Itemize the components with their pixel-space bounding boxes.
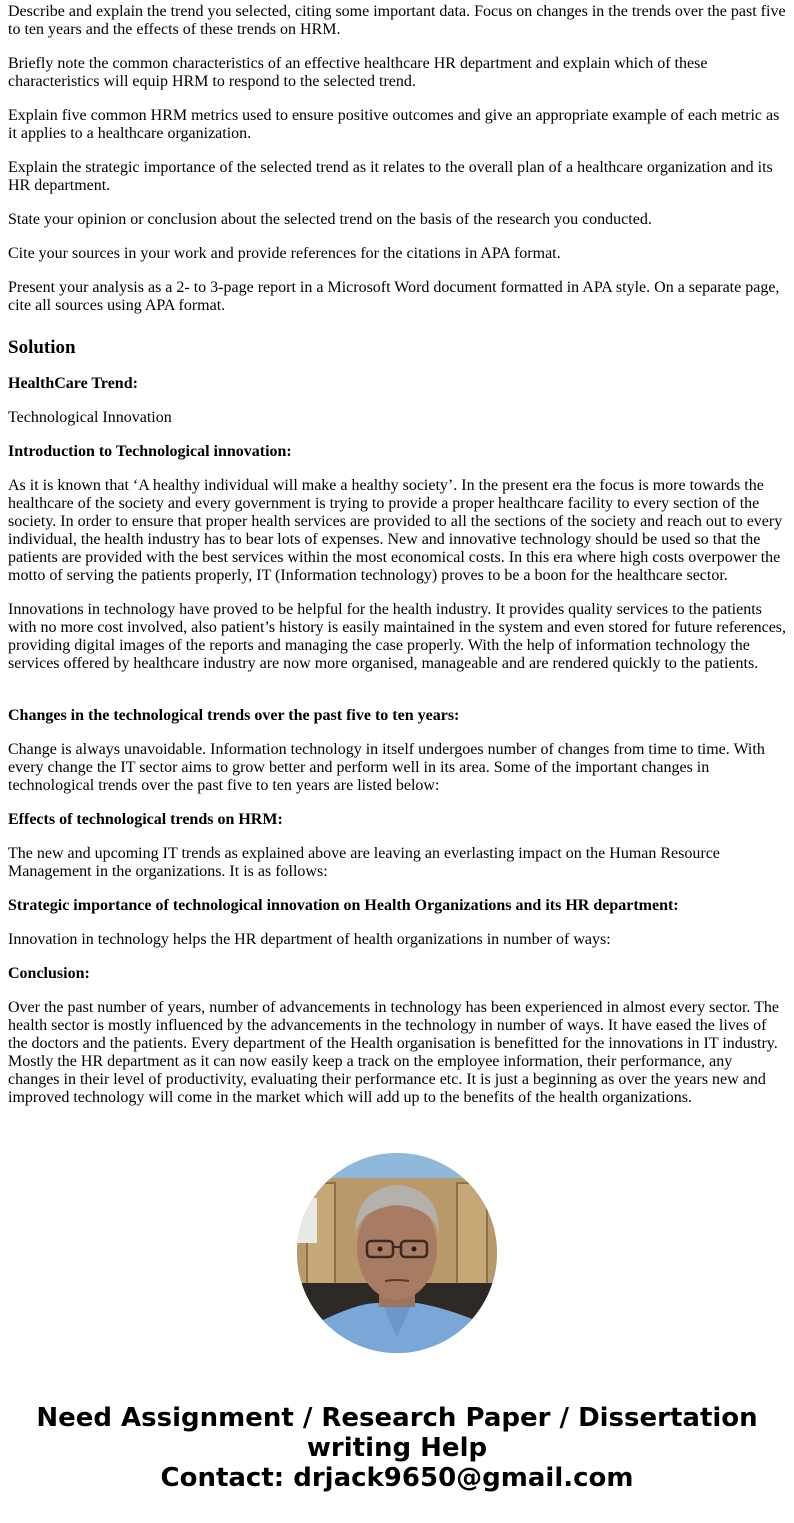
intro-paragraph-2: Innovations in technology have proved to be helpful for the health industry. It provides quality services to the patients with no more cost involved, also patient’s history is easily maintained in the system and even stored for future references, providing digital images of the reports and managing the case properly. With the help of information technology the services offered by healthcare industry are now more organised, manageable and are rendered quickly to the patients. [8, 601, 787, 672]
person-portrait-icon [297, 1153, 497, 1353]
banner-line-2: writing Help [306, 1433, 488, 1463]
question-6: Cite your sources in your work and provide references for the citations in APA format. [8, 245, 561, 262]
contact-email: Contact: drjack9650@gmail.com [160, 1463, 634, 1493]
trend-label: HealthCare Trend: [8, 375, 138, 392]
intro-paragraph-1: As it is known that ‘A healthy individual will make a healthy society’. In the present era the focus is more towards the healthcare of the society and every government is trying to provide a proper healthcare facility to every section of the society. In order to ensure that proper health services are provided to all the sections of the society and reach out to every individual, the health industry has to bear lots of expenses. New and innovative technology should be used so that the patients are provided with the best services within the most economical costs. In this era where high costs overpower the motto of serving the patients properly, IT (Information technology) proves to be a boon for the healthcare sector. [8, 477, 783, 584]
author-avatar [297, 1153, 497, 1353]
conclusion-text: Over the past number of years, number of advancements in technology has been experienced in almost every sector. The health sector is mostly influenced by the advancements in the technology in number of ways. It have eased the lives of the doctors and the patients. Every department of the Health organisation is benefitted for the innovations in IT industry. Mostly the HR department as it can now easily keep a track on the employee information, their performance, any changes in their level of productivity, evaluating their performance etc. It is just a beginning as over the years new and improved technology will come in the market which will add up to the benefits of the health organizations. [8, 999, 779, 1106]
strategic-heading: Strategic importance of technological innovation on Health Organizations and its HR department: [8, 897, 679, 914]
question-4: Explain the strategic importance of the selected trend as it relates to the overall plan of a healthcare organization and its HR department. [8, 159, 773, 194]
banner-line-1: Need Assignment / Research Paper / Dissertation [36, 1403, 758, 1433]
effects-heading: Effects of technological trends on HRM: [8, 811, 283, 828]
solution-heading: Solution [8, 337, 76, 358]
spacer [8, 689, 786, 707]
intro-heading: Introduction to Technological innovation: [8, 443, 292, 460]
effects-text: The new and upcoming IT trends as explained above are leaving an everlasting impact on the Human Resource Management in the organizations. It is as follows: [8, 845, 720, 880]
question-5: State your opinion or conclusion about the selected trend on the basis of the research you conducted. [8, 211, 652, 228]
avatar-photo [297, 1153, 497, 1353]
changes-text: Change is always unavoidable. Information technology in itself undergoes number of changes from time to time. With every change the IT sector aims to grow better and perform well in its area. Some of the important changes in technological trends over the past five to ten years are listed below: [8, 741, 765, 794]
question-7: Present your analysis as a 2- to 3-page report in a Microsoft Word document formatted in APA style. On a separate page, cite all sources using APA format. [8, 279, 780, 314]
question-2: Briefly note the common characteristics of an effective healthcare HR department and explain which of these characteristics will equip HRM to respond to the selected trend. [8, 55, 708, 90]
contact-banner [0, 1403, 794, 1493]
question-1: Describe and explain the trend you selected, citing some important data. Focus on changes in the trends over the past five to ten years and the effects of these trends on HRM. [8, 3, 786, 38]
changes-heading: Changes in the technological trends over the past five to ten years: [8, 707, 460, 724]
strategic-text: Innovation in technology helps the HR department of health organizations in number of ways: [8, 931, 611, 948]
conclusion-heading: Conclusion: [8, 965, 90, 982]
question-3: Explain five common HRM metrics used to ensure positive outcomes and give an appropriate example of each metric as it applies to a healthcare organization. [8, 107, 780, 142]
trend-value: Technological Innovation [8, 409, 172, 426]
